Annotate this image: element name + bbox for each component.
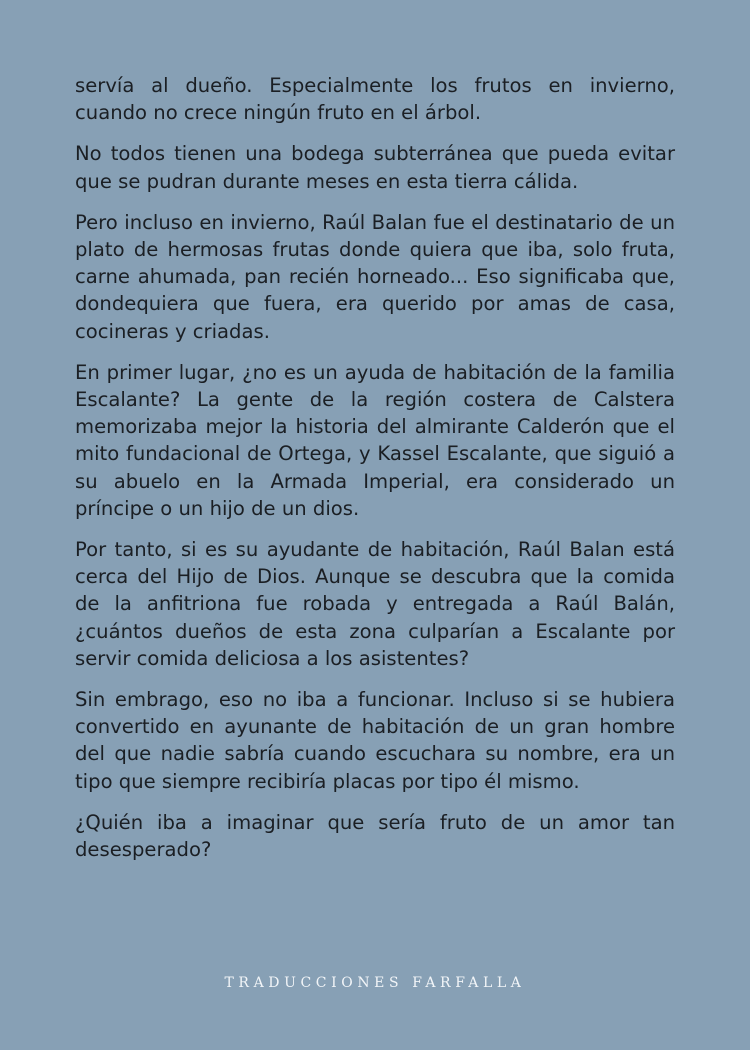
page-body: [75, 72, 675, 877]
paragraph-3: Pero incluso en invierno, Raúl Balan fue el destinatario de un plato de hermosas frutas donde quiera que iba, solo fruta, carne ahumada, pan recién horneado... Eso significaba que, dondequiera que fuera, era querido por amas de casa, cocineras y criadas.: [75, 210, 675, 343]
paragraph-6: Sin embrago, eso no iba a funcionar. Incluso si se hubiera convertido en ayunante de habitación de un gran hombre del que nadie sabría cuando escuchara su nombre, era un tipo que siempre recibiría placas por tipo él mismo.: [75, 688, 675, 793]
paragraph-7: ¿Quién iba a imaginar que sería fruto de un amor tan desesperado?: [75, 810, 675, 862]
paragraph-5: Por tanto, si es su ayudante de habitación, Raúl Balan está cerca del Hijo de Dios. Aunque se descubra que la comida de la anfitriona fue robada y entregada a Raúl Balán, ¿cuántos dueños de esta zona culparían a Escalante por servir comida deliciosa a los asistentes?: [75, 538, 675, 670]
paragraph-1: servía al dueño. Especialmente los frutos en invierno, cuando no crece ningún fruto en el árbol.: [75, 74, 675, 125]
paragraph-2: No todos tienen una bodega subterránea que pueda evitar que se pudran durante meses en esta tierra cálida.: [75, 142, 675, 193]
footer-credit: TRADUCCIONES FARFALLA: [224, 975, 526, 991]
paragraph-4: En primer lugar, ¿no es un ayuda de habitación de la familia Escalante? La gente de la región costera de Calstera memorizaba mejor la historia del almirante Calderón que el mito fundacional de Ortega, y Kassel Escalante, que siguió a su abuelo en la Armada Imperial, era considerado un príncipe o un hijo de un dios.: [75, 360, 675, 520]
